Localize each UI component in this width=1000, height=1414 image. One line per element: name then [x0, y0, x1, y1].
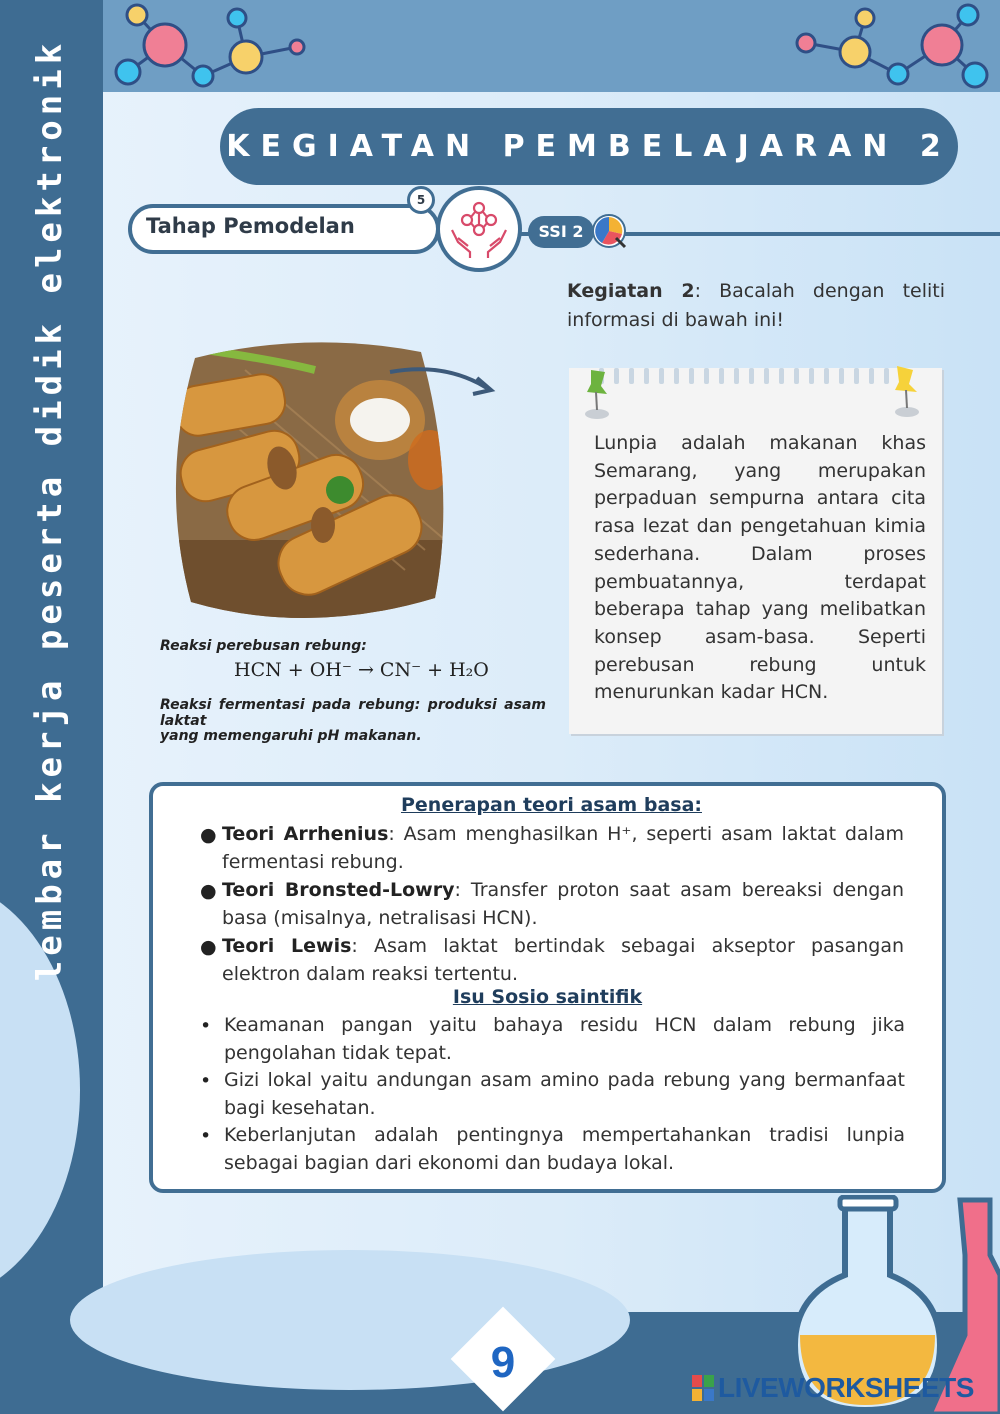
liveworksheets-watermark — [692, 1372, 974, 1404]
issue-item: Keamanan pangan yaitu bahaya residu HCN dalam rebung jika pengolahan tidak tepat. — [224, 1014, 905, 1064]
arrow-icon — [385, 360, 500, 400]
ssi-badge: SSI 2 — [528, 216, 594, 248]
fermentation-caption: Reaksi fermentasi pada rebung: produksi asam laktat — [160, 697, 546, 729]
bullet: • — [200, 1125, 212, 1147]
footer-arc — [70, 1250, 630, 1390]
bullet: ● — [200, 880, 217, 902]
issue-item: Gizi lokal yaitu andungan asam amino pada rebung yang bermanfaat bagi kesehatan. — [224, 1069, 905, 1119]
modeling-icon — [436, 186, 522, 272]
issue-heading: Isu Sosio saintifik — [452, 986, 643, 1008]
theory-heading: Penerapan teori asam basa: — [400, 794, 702, 816]
boiling-caption: Reaksi perebusan rebung: — [160, 638, 367, 654]
top-banner — [0, 0, 1000, 92]
activity-intro: Kegiatan 2: Bacalah dengan teliti informasi di bawah ini! — [567, 280, 945, 331]
issue-item: Keberlanjutan adalah pentingnya mempertahankan tradisi lunpia sebagai bagian dari ekonomi dan budaya lokal. — [224, 1124, 905, 1174]
yellow-pushpin-icon — [887, 362, 927, 422]
stage-label: Tahap Pemodelan — [146, 214, 355, 238]
green-pushpin-icon — [579, 366, 613, 422]
sidebar-vertical-text: lembar kerja peserta didik elektronik — [30, 38, 70, 982]
bullet: ● — [200, 824, 217, 846]
bullet: • — [200, 1070, 212, 1092]
info-note — [569, 368, 942, 734]
fermentation-caption-2: yang memengaruhi pH makanan. — [160, 728, 422, 744]
page-title: KEGIATAN PEMBELAJARAN 2 — [220, 108, 958, 185]
stage-number: 5 — [407, 186, 435, 214]
theory-item: Teori Lewis: Asam laktat bertindak sebagai akseptor pasangan elektron dalam reaksi tertentu. — [222, 935, 904, 985]
theory-item: Teori Bronsted-Lowry: Transfer proton saat asam bereaksi dengan basa (misalnya, netralisasi HCN). — [222, 879, 904, 929]
bullet: • — [200, 1015, 212, 1037]
theory-item: Teori Arrhenius: Asam menghasilkan H⁺, seperti asam laktat dalam fermentasi rebung. — [222, 823, 904, 873]
ssi-chart-icon — [590, 212, 628, 250]
page-number: 9 — [490, 1338, 516, 1387]
bullet: ● — [200, 936, 217, 958]
liveworksheets-logo-icon — [692, 1375, 714, 1401]
molecule-decoration — [0, 0, 1000, 92]
note-text: Lunpia adalah makanan khas Semarang, yang merupakan perpaduan sempurna antara cita rasa lezat dan pengetahuan kimia sederhana. Dalam proses pembuatannya, terdapat beberapa tahap yang melibatkan konsep asam-basa. Seperti perebusan rebung untuk menurunkan kadar HCN. — [594, 432, 926, 704]
reaction-equation: HCN + OH⁻ → CN⁻ + H₂O — [234, 659, 489, 681]
watermark-text: LIVEWORKSHEETS — [718, 1372, 974, 1403]
